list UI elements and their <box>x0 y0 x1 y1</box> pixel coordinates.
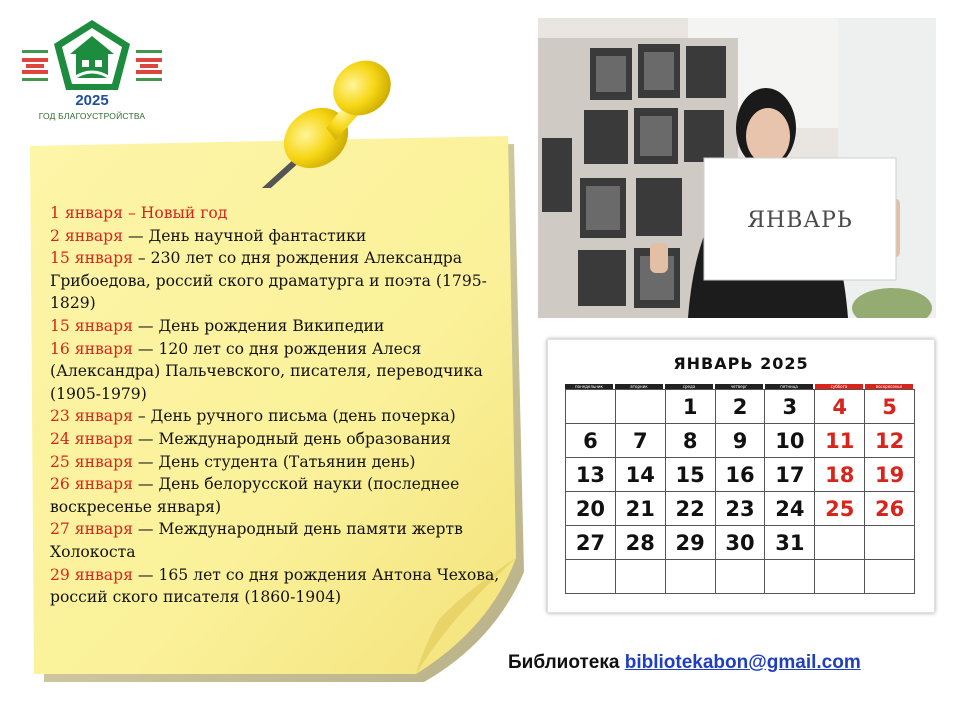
calendar-day-cell: 8 <box>666 424 716 458</box>
calendar-day-cell: 27 <box>566 526 616 560</box>
weekday-label: пятница <box>765 384 815 389</box>
calendar-day-cell: 17 <box>765 458 815 492</box>
calendar-day-cell: 22 <box>666 492 716 526</box>
event-item <box>50 315 510 338</box>
event-text: — День студента (Татьянин день) <box>132 452 416 471</box>
calendar-day-cell: 23 <box>716 492 766 526</box>
calendar-day-cell: 13 <box>566 458 616 492</box>
event-text: — Международный день образования <box>132 429 451 448</box>
event-text: — Международный день памяти жертв Холокоста <box>50 520 463 561</box>
calendar-day-cell: 21 <box>616 492 666 526</box>
event-date: 25 января <box>50 452 133 471</box>
logo-caption: ГОД БЛАГОУСТРОЙСТВА <box>38 111 146 121</box>
event-item <box>50 518 510 563</box>
event-item <box>50 473 510 518</box>
event-item <box>50 564 510 609</box>
event-text: — День белорусской науки (последнее воскресенье января) <box>50 475 460 516</box>
pushpin-icon <box>256 58 406 188</box>
logo-year: 2025 <box>75 92 109 109</box>
calendar-day-cell <box>566 560 616 594</box>
calendar-day-cell: 2 <box>716 390 766 424</box>
weekday-label: среда <box>665 384 715 389</box>
calendar-day-cell: 6 <box>566 424 616 458</box>
event-date: 27 января <box>50 520 133 539</box>
event-text: — 120 лет со дня рождения Алеся (Александра) Пальчевского, писателя, переводчика (1905-1979) <box>50 339 483 403</box>
weekday-header <box>565 384 915 389</box>
calendar-day-cell: 12 <box>865 424 915 458</box>
email-link[interactable]: bibliotekabon@gmail.com <box>624 652 861 673</box>
event-text: — День научной фантастики <box>123 226 367 245</box>
events-list <box>50 202 510 609</box>
footer <box>508 652 861 674</box>
calendar-week-row <box>566 390 915 424</box>
calendar-day-cell <box>566 390 616 424</box>
weekday-label: воскресенье <box>865 384 915 389</box>
event-item <box>50 405 510 428</box>
calendar-day-cell <box>815 526 865 560</box>
weekday-label: суббота <box>815 384 865 389</box>
calendar-day-cell: 10 <box>765 424 815 458</box>
calendar-day-cell: 19 <box>865 458 915 492</box>
event-item <box>50 428 510 451</box>
event-text: — День рождения Википедии <box>132 316 385 335</box>
calendar-day-cell: 20 <box>566 492 616 526</box>
calendar-day-cell: 29 <box>666 526 716 560</box>
calendar-rows <box>565 389 915 594</box>
calendar-week-row <box>566 458 915 492</box>
calendar-day-cell: 25 <box>815 492 865 526</box>
calendar-grid <box>565 384 915 594</box>
calendar-day-cell: 7 <box>616 424 666 458</box>
calendar-day-cell: 3 <box>765 390 815 424</box>
calendar-day-cell: 11 <box>815 424 865 458</box>
calendar-day-cell: 16 <box>716 458 766 492</box>
event-text: — 165 лет со дня рождения Антона Чехова, россий ского писателя (1860-1904) <box>50 565 500 607</box>
calendar-day-cell <box>765 560 815 594</box>
photo <box>538 18 936 318</box>
event-item <box>50 451 510 474</box>
event-date: 15 января <box>50 316 133 335</box>
logo-emblem <box>22 18 162 94</box>
event-date: 23 января <box>50 407 133 426</box>
calendar-day-cell: 1 <box>666 390 716 424</box>
photo-image <box>538 18 936 318</box>
event-item <box>50 247 510 315</box>
calendar-title: ЯНВАРЬ 2025 <box>673 354 809 373</box>
event-text: – 230 лет со дня рождения Александра Грибоедова, россий ского драматурга и поэта (1795-1829) <box>50 249 487 313</box>
calendar-day-cell <box>716 560 766 594</box>
calendar-week-row <box>566 424 915 458</box>
event-item <box>50 202 510 225</box>
calendar-day-cell: 18 <box>815 458 865 492</box>
event-text: – Новый год <box>123 204 228 222</box>
calendar-week-row <box>566 560 915 594</box>
weekday-label: понедельник <box>565 384 615 389</box>
calendar-day-cell <box>616 390 666 424</box>
photo-sign-text: ЯНВАРЬ <box>747 208 853 233</box>
footer-label: Библиотека <box>508 652 625 673</box>
calendar-day-cell: 31 <box>765 526 815 560</box>
event-date: 15 января <box>50 249 133 268</box>
calendar-day-cell: 5 <box>865 390 915 424</box>
calendar-day-cell: 24 <box>765 492 815 526</box>
calendar-week-row <box>566 492 915 526</box>
calendar-day-cell: 9 <box>716 424 766 458</box>
calendar-day-cell: 15 <box>666 458 716 492</box>
event-date: 1 января <box>50 204 124 222</box>
event-date: 26 января <box>50 475 133 494</box>
calendar-day-cell <box>865 526 915 560</box>
calendar-day-cell <box>666 560 716 594</box>
calendar-day-cell: 28 <box>616 526 666 560</box>
calendar <box>547 339 935 613</box>
calendar-day-cell <box>616 560 666 594</box>
event-date: 24 января <box>50 429 133 448</box>
event-text: – День ручного письма (день почерка) <box>132 407 456 426</box>
calendar-day-cell: 30 <box>716 526 766 560</box>
event-item <box>50 225 510 248</box>
calendar-day-cell: 14 <box>616 458 666 492</box>
calendar-week-row <box>566 526 915 560</box>
calendar-day-cell: 26 <box>865 492 915 526</box>
event-date: 16 января <box>50 339 133 358</box>
logo <box>22 18 162 130</box>
calendar-day-cell <box>865 560 915 594</box>
event-date: 2 января <box>50 226 124 245</box>
calendar-day-cell <box>815 560 865 594</box>
weekday-label: вторник <box>615 384 665 389</box>
weekday-label: четверг <box>715 384 765 389</box>
event-date: 29 января <box>50 565 133 584</box>
calendar-day-cell: 4 <box>815 390 865 424</box>
event-item <box>50 338 510 406</box>
